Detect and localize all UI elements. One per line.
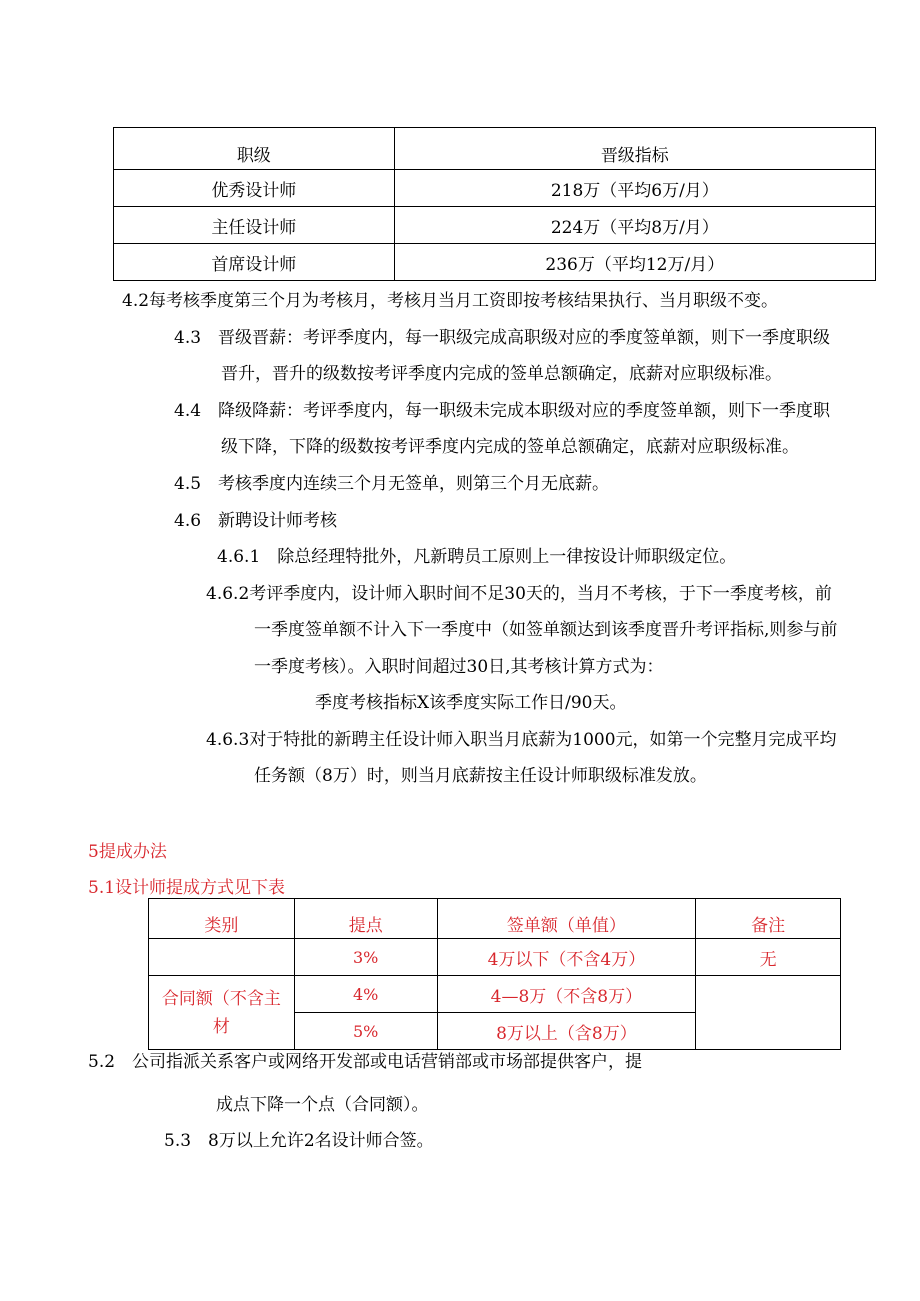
paragraph-4-6: 4.6 新聘设计师考核 bbox=[174, 511, 338, 531]
table-header-row bbox=[149, 899, 841, 939]
table-row bbox=[114, 170, 876, 207]
note-cell: 无 bbox=[696, 939, 841, 976]
header-cell: 备注 bbox=[696, 899, 841, 939]
paragraph-4-6-2-line3: 一季度考核）。入职时间超过30日,其考核计算方式为： bbox=[254, 657, 664, 677]
paragraph-4-6-2-line2: 一季度签单额不计入下一季度中（如签单额达到该季度晋升考评指标,则参与前 bbox=[254, 620, 838, 640]
header-cell: 类别 bbox=[149, 899, 295, 939]
paragraph-4-4-line2: 级下降，下降的级数按考评季度内完成的签单总额确定，底薪对应职级标准。 bbox=[221, 437, 799, 457]
rate-cell: 5% bbox=[294, 1013, 437, 1050]
target-cell: 218万（平均6万/月） bbox=[394, 170, 875, 207]
commission-table bbox=[148, 898, 841, 1050]
note-cell bbox=[696, 976, 841, 1050]
amount-cell: 8万以上（含8万） bbox=[437, 1013, 696, 1050]
category-cell bbox=[149, 939, 295, 976]
header-cell: 职级 bbox=[114, 128, 395, 170]
section-5-title: 5提成办法 bbox=[88, 842, 167, 862]
paragraph-4-2: 4.2每考核季度第三个月为考核月，考核月当月工资即按考核结果执行、当月职级不变。 bbox=[122, 291, 779, 311]
paragraph-4-6-2-line1: 4.6.2考评季度内，设计师入职时间不足30天的，当月不考核，于下一季度考核，前 bbox=[206, 584, 832, 604]
paragraph-5-2-line1: 5.2 公司指派关系客户或网络开发部或电话营销部或市场部提供客户，提 bbox=[88, 1052, 643, 1072]
section-5-1-caption: 5.1设计师提成方式见下表 bbox=[88, 878, 286, 898]
grade-cell: 首席设计师 bbox=[114, 244, 395, 281]
rate-cell: 4% bbox=[294, 976, 437, 1013]
amount-cell: 4—8万（不含8万） bbox=[437, 976, 696, 1013]
target-cell: 224万（平均8万/月） bbox=[394, 207, 875, 244]
target-cell: 236万（平均12万/月） bbox=[394, 244, 875, 281]
paragraph-4-5: 4.5 考核季度内连续三个月无签单，则第三个月无底薪。 bbox=[174, 474, 610, 494]
header-cell: 提点 bbox=[294, 899, 437, 939]
table-header-row bbox=[114, 128, 876, 170]
header-cell: 晋级指标 bbox=[394, 128, 875, 170]
table-row bbox=[114, 244, 876, 281]
table-row bbox=[149, 976, 841, 1013]
paragraph-5-3: 5.3 8万以上允许2名设计师合签。 bbox=[164, 1131, 434, 1151]
formula-line: 季度考核指标X该季度实际工作日/90天。 bbox=[315, 693, 627, 713]
grade-cell: 主任设计师 bbox=[114, 207, 395, 244]
paragraph-4-6-3-line2: 任务额（8万）时，则当月底薪按主任设计师职级标准发放。 bbox=[254, 766, 707, 786]
paragraph-4-4-line1: 4.4 降级降薪：考评季度内，每一职级未完成本职级对应的季度签单额，则下一季度职 bbox=[174, 401, 831, 421]
amount-cell: 4万以下（不含4万） bbox=[437, 939, 696, 976]
paragraph-4-3-line1: 4.3 晋级晋薪：考评季度内，每一职级完成高职级对应的季度签单额，则下一季度职级 bbox=[174, 328, 831, 348]
promotion-table bbox=[113, 127, 876, 281]
paragraph-4-3-line2: 晋升，晋升的级数按考评季度内完成的签单总额确定，底薪对应职级标准。 bbox=[221, 364, 782, 384]
rate-cell: 3% bbox=[294, 939, 437, 976]
table-row bbox=[149, 939, 841, 976]
grade-cell: 优秀设计师 bbox=[114, 170, 395, 207]
header-cell: 签单额（单值） bbox=[437, 899, 696, 939]
table-row bbox=[114, 207, 876, 244]
paragraph-5-2-line2: 成点下降一个点（合同额）。 bbox=[216, 1095, 429, 1115]
paragraph-4-6-3-line1: 4.6.3对于特批的新聘主任设计师入职当月底薪为1000元，如第一个完整月完成平均 bbox=[206, 730, 837, 750]
category-cell: 合同额（不含主材 bbox=[149, 976, 295, 1050]
paragraph-4-6-1: 4.6.1 除总经理特批外，凡新聘员工原则上一律按设计师职级定位。 bbox=[217, 547, 737, 567]
